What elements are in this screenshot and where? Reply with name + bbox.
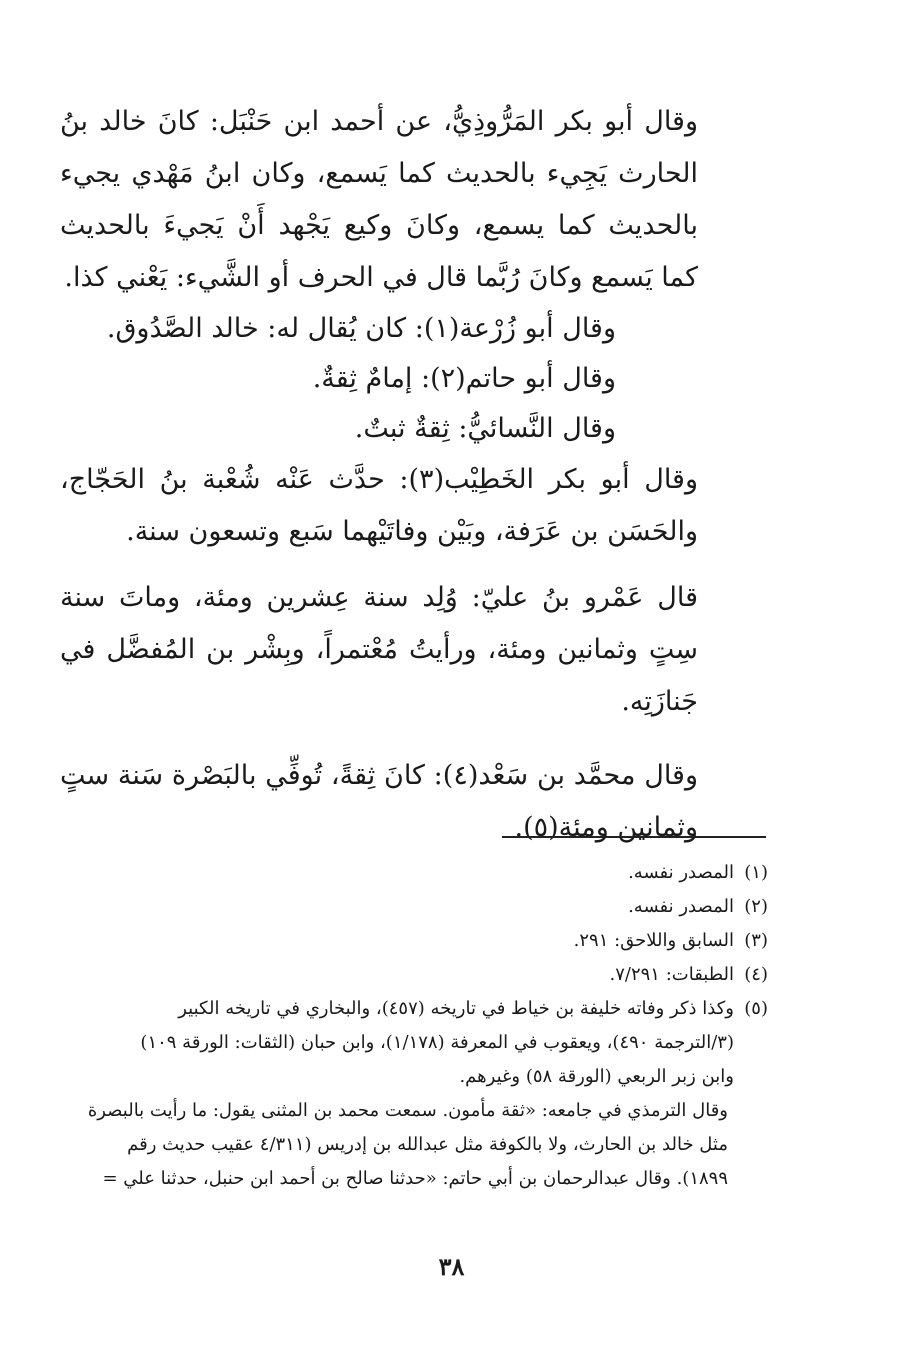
paragraph-1: وقال أبو بكر المَرُّوذِيُّ، عن أحمد ابن حَنْبَل: كانَ خالد بنُ الحارث يَجِيء بالحديث كما يَسمع، وكان ابنُ مَهْدي يجيء بالحديث كما يسمع، وكانَ وكيع يَجْهد أَنْ يَجيءَ بالحديث كما يَسمع وكانَ رُبَّما قال في الحرف أو الشَّيء: يَعْني كذا. <box>60 106 698 293</box>
footnote-separator <box>502 836 766 838</box>
footnote-text: السابق واللاحق: ٢٩١. <box>573 930 734 951</box>
paragraph-6: قال عَمْرو بنُ عليّ: وُلِد سنة عِشرين ومئة، وماتَ سنة سِتٍ وثمانين ومئة، ورأيتُ مُعْتمراً، وبِشْر بن المُفضَّل في جَنازَتِه. <box>60 582 698 717</box>
paragraph-7: وقال محمَّد بن سَعْد(٤): كانَ ثِقةً، تُوفِّي بالبَصْرة سَنة ستٍ وثمانين ومئة(٥). <box>60 760 698 843</box>
footnote-2 <box>75 890 768 924</box>
footnote-text: المصدر نفسه. <box>628 862 734 883</box>
paragraph-3: وقال أبو حاتم(٢): إمامٌ ثِقةٌ. <box>312 363 616 394</box>
footnote-number: (١) <box>744 862 768 883</box>
paragraph-5: وقال أبو بكر الخَطِيْب(٣): حدَّث عَنْه شُعْبة بنُ الحَجّاج، والحَسَن بن عَرَفة، وبَيْن وفاتَيْهما سَبع وتسعون سنة. <box>60 464 698 547</box>
footnote-5 <box>75 992 768 1026</box>
footnote-5-continuation: وقال الترمذي في جامعه: «ثقة مأمون. سمعت محمد بن المثنى يقول: ما رأيت بالبصرة مثل خالد بن الحارث، ولا بالكوفة مثل عبدالله بن إدريس (٤/٣١١ عقيب حديث رقم ١٨٩٩). وقال عبدالرحمان بن أبي حاتم: «حدثنا صالح بن أحمد ابن حنبل، حدثنا علي = <box>87 1100 728 1189</box>
footnote-text: المصدر نفسه. <box>628 896 734 917</box>
footnote-4 <box>75 958 768 992</box>
footnote-number: (٣) <box>744 930 768 951</box>
footnote-3 <box>75 924 768 958</box>
footnote-number: (٥) <box>744 998 768 1019</box>
footnotes <box>75 856 768 1196</box>
footnote-1 <box>75 856 768 890</box>
paragraph-2: وقال أبو زُرْعة(١): كان يُقال له: خالد الصَّدُوق. <box>106 313 616 344</box>
footnote-text: الطبقات: ٧/٢٩١. <box>609 964 734 985</box>
footnote-number: (٢) <box>744 896 768 917</box>
footnote-text: وكذا ذكر وفاته خليفة بن خياط في تاريخه (٤٥٧)، والبخاري في تاريخه الكبير <box>178 998 734 1019</box>
footnote-5-line-3: وابن زبر الربعي (الورقة ٥٨) وغيرهم. <box>459 1066 734 1087</box>
paragraph-4: وقال النَّسائيُّ: ثِقةٌ ثبتٌ. <box>354 413 616 444</box>
footnote-number: (٤) <box>744 964 768 985</box>
page-number: ٣٨ <box>438 1252 465 1281</box>
footnote-5-line-2: (٣/الترجمة ٤٩٠)، ويعقوب في المعرفة (١/١٧٨)، وابن حبان (الثقات: الورقة ١٠٩) <box>140 1032 734 1053</box>
main-text <box>60 96 766 854</box>
